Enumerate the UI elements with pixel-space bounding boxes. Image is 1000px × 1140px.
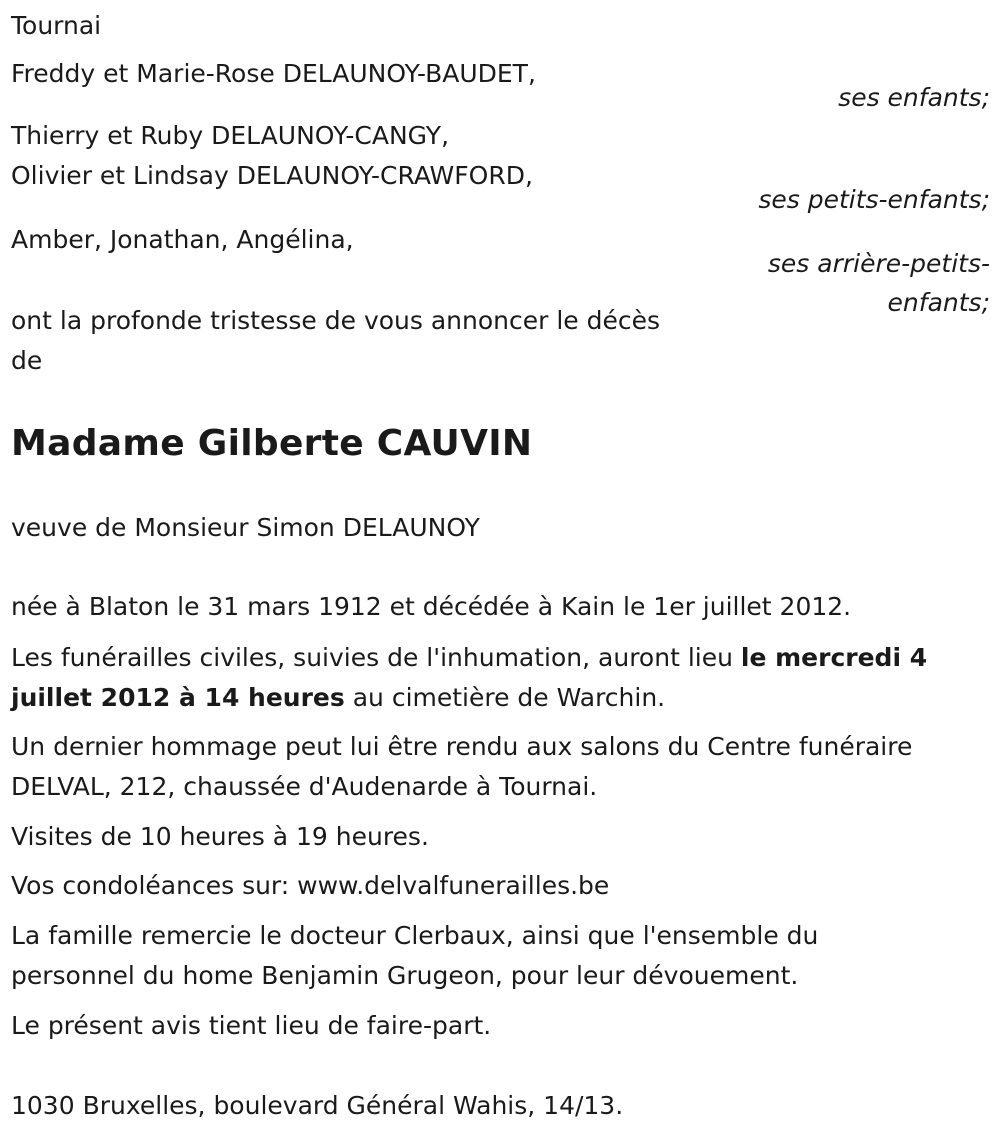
announcement-line-1: ont la profonde tristesse de vous annoncer le décès	[11, 306, 661, 335]
visits-hours: Visites de 10 heures à 19 heures.	[11, 822, 429, 851]
grandchildren-role: ses petits-enfants;	[758, 185, 990, 214]
homage-line-1: Un dernier hommage peut lui être rendu aux salons du Centre funéraire	[11, 732, 913, 761]
birth-death-dates: née à Blaton le 31 mars 1912 et décédée à Kain le 1er juillet 2012.	[11, 592, 852, 621]
thanks-line-2: personnel du home Benjamin Grugeon, pour leur dévouement.	[11, 961, 799, 990]
city-label: Tournai	[11, 11, 102, 40]
children-names: Freddy et Marie-Rose DELAUNOY-BAUDET,	[11, 59, 536, 88]
thanks-line-1: La famille remercie le docteur Clerbaux, ainsi que l'ensemble du	[11, 921, 819, 950]
funeral-date-bold-1: le mercredi 4	[740, 643, 928, 672]
homage-line-2: DELVAL, 212, chaussée d'Audenarde à Tournai.	[11, 772, 598, 801]
great-grandchildren-role-line-2: enfants;	[887, 288, 990, 317]
funeral-suffix: au cimetière de Warchin.	[344, 683, 666, 712]
funeral-prefix: Les funérailles civiles, suivies de l'inhumation, auront lieu	[11, 643, 741, 672]
condolences-website: Vos condoléances sur: www.delvalfunerailles.be	[11, 871, 610, 900]
great-grandchildren-role-line-1: ses arrière-petits-	[767, 249, 990, 278]
grandchild-line-1: Thierry et Ruby DELAUNOY-CANGY,	[11, 121, 450, 150]
funeral-line-2	[11, 678, 665, 718]
great-grandchildren-names: Amber, Jonathan, Angélina,	[11, 225, 354, 254]
notice-statement: Le présent avis tient lieu de faire-part.	[11, 1011, 492, 1040]
grandchild-line-2: Olivier et Lindsay DELAUNOY-CRAWFORD,	[11, 161, 533, 190]
address: 1030 Bruxelles, boulevard Général Wahis, 14/13.	[11, 1091, 624, 1120]
announcement-line-2: de	[11, 346, 43, 375]
deceased-name: Madame Gilberte CAUVIN	[11, 423, 533, 464]
children-role: ses enfants;	[838, 83, 990, 112]
funeral-date-bold-2: juillet 2012 à 14 heures	[11, 683, 345, 712]
widow-of: veuve de Monsieur Simon DELAUNOY	[11, 513, 480, 542]
funeral-line-1	[11, 638, 927, 678]
